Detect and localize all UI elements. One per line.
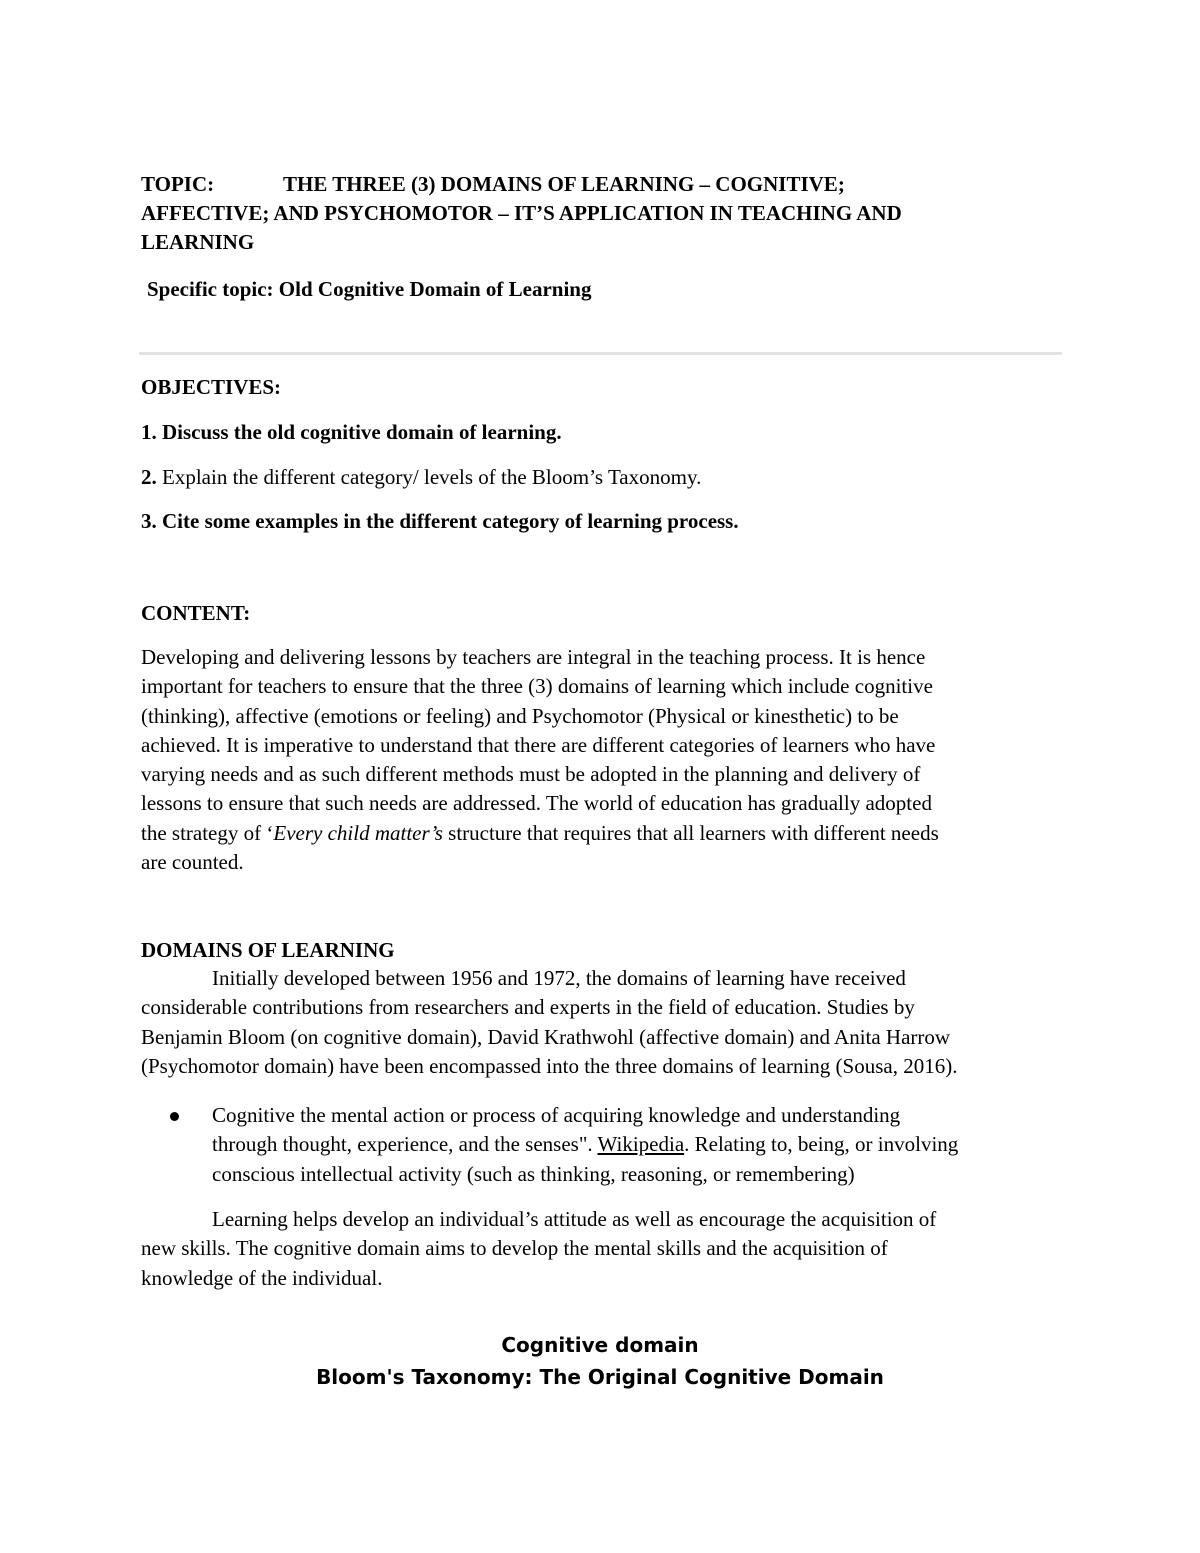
objective-item-1: 1. Discuss the old cognitive domain of learning. bbox=[141, 420, 562, 444]
specific-topic: Specific topic: Old Cognitive Domain of Learning bbox=[147, 277, 592, 301]
cognitive-domain-title: Cognitive domain bbox=[501, 1333, 699, 1357]
topic-heading bbox=[141, 170, 1041, 257]
content-paragraph bbox=[141, 643, 1066, 877]
content-heading: CONTENT: bbox=[141, 601, 251, 625]
horizontal-divider bbox=[139, 352, 1062, 355]
topic-line-3: LEARNING bbox=[141, 230, 255, 254]
topic-label: TOPIC: bbox=[141, 172, 215, 196]
bullet-line: conscious intellectual activity (such as thinking, reasoning, or remembering) bbox=[212, 1161, 855, 1186]
content-line: achieved. It is imperative to understand that there are different categories of learners who have bbox=[141, 732, 936, 757]
domains-line: Initially developed between 1956 and 1972, the domains of learning have received bbox=[212, 966, 906, 990]
bullet-line bbox=[212, 1130, 1071, 1159]
objective-item-3: 3. Cite some examples in the different category of learning process. bbox=[141, 509, 739, 533]
objective-2-text: Explain the different category/ levels of the Bloom’s Taxonomy. bbox=[162, 465, 702, 489]
learning-line: Learning helps develop an individual’s attitude as well as encourage the acquisition of bbox=[212, 1207, 937, 1231]
learning-line: knowledge of the individual. bbox=[141, 1265, 383, 1290]
content-line: are counted. bbox=[141, 850, 244, 875]
bullet-text bbox=[212, 1101, 1071, 1189]
content-line bbox=[141, 819, 1066, 848]
bullet-line-2-start: through thought, experience, and the senses". bbox=[212, 1132, 598, 1157]
content-line: varying needs and as such different methods must be adopted in the planning and delivery of bbox=[141, 762, 921, 787]
domains-paragraph bbox=[141, 964, 1071, 1081]
domains-line: considerable contributions from researchers and experts in the field of education. Studies by bbox=[141, 995, 915, 1020]
objective-2-number: 2. bbox=[141, 465, 157, 489]
content-line-7-start: the strategy of ‘ bbox=[141, 820, 274, 845]
blooms-taxonomy-title: Bloom's Taxonomy: The Original Cognitive Domain bbox=[316, 1365, 884, 1389]
content-line: Developing and delivering lessons by teachers are integral in the teaching process. It is hence bbox=[141, 645, 926, 669]
every-child-matters-phrase: Every child matter’s bbox=[273, 820, 443, 845]
bullet-icon bbox=[170, 1112, 179, 1121]
wikipedia-link[interactable]: Wikipedia bbox=[597, 1132, 685, 1157]
objective-item-2 bbox=[141, 463, 1081, 492]
bullet-line: Cognitive the mental action or process of acquiring knowledge and understanding bbox=[212, 1103, 901, 1127]
topic-title-part-1: THE THREE (3) DOMAINS OF LEARNING – COGNITIVE; bbox=[283, 172, 845, 196]
domains-line: Benjamin Bloom (on cognitive domain), David Krathwohl (affective domain) and Anita Harrow bbox=[141, 1024, 951, 1049]
objectives-heading: OBJECTIVES: bbox=[141, 375, 282, 399]
content-line-7-end: structure that requires that all learners with different needs bbox=[442, 820, 939, 845]
learning-line: new skills. The cognitive domain aims to develop the mental skills and the acquisition of bbox=[141, 1236, 888, 1261]
bullet-line-2-end: . Relating to, being, or involving bbox=[684, 1132, 959, 1157]
domains-line: (Psychomotor domain) have been encompassed into the three domains of learning (Sousa, 2016). bbox=[141, 1053, 958, 1078]
content-line: (thinking), affective (emotions or feeling) and Psychomotor (Physical or kinesthetic) to be bbox=[141, 703, 899, 728]
domains-heading: DOMAINS OF LEARNING bbox=[141, 938, 395, 962]
content-line: important for teachers to ensure that the three (3) domains of learning which include cognitive bbox=[141, 674, 933, 699]
learning-paragraph bbox=[141, 1205, 1066, 1293]
content-line: lessons to ensure that such needs are addressed. The world of education has gradually adopted bbox=[141, 791, 932, 816]
bullet-list-item bbox=[141, 1101, 1071, 1189]
topic-line-1 bbox=[141, 170, 1041, 199]
topic-line-2: AFFECTIVE; AND PSYCHOMOTOR – IT’S APPLICATION IN TEACHING AND bbox=[141, 201, 902, 225]
